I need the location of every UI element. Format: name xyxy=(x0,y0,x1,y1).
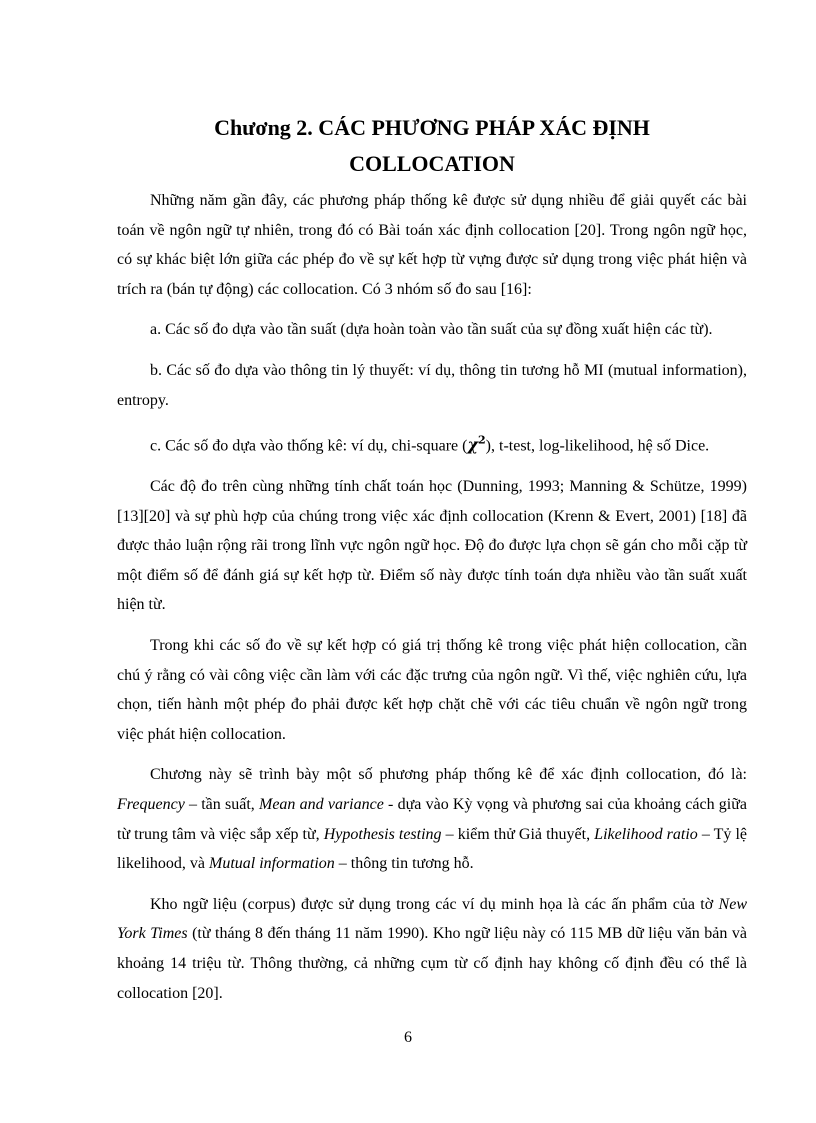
chi-exponent: 2 xyxy=(478,434,486,448)
intro-paragraph: Những năm gần đây, các phương pháp thống kê được sử dụng nhiều để giải quyết các bài toán về ngôn ngữ tự nhiên, trong đó có Bài toán xác định collocation [20]. Trong ngôn ngữ học, có sự khác biệt lớn giữa các phép đo về sự kết hợp từ vựng được sử dụng trong việc phát hiện và trích ra (bán tự động) các collocation. Có 3 nhóm số đo sau [16]: xyxy=(117,192,747,298)
term-mutual-information: Mutual information xyxy=(208,855,335,873)
term-likelihood-ratio: Likelihood ratio xyxy=(594,825,698,843)
chapter-body xyxy=(117,186,747,1008)
chapter-title xyxy=(118,110,746,182)
chapter-title-line-2: COLLOCATION xyxy=(349,151,515,176)
corpus-text-1: Kho ngữ liệu (corpus) được sử dụng trong các ví dụ minh họa là các ấn phẩm của tờ xyxy=(150,895,719,913)
methods-text-5: – Tỷ lệ likelihood, và xyxy=(117,825,748,873)
linguistic-paragraph: Trong khi các số đo về sự kết hợp có giá trị thống kê trong việc phát hiện collocation, cần chú ý rằng có vài công việc cần làm với các đặc trưng của ngôn ngữ. Vì thế, việc nghiên cứu, lựa chọn, tiến hành một phép đo phải được kết hợp chặt chẽ với các tiêu chuẩn về ngôn ngữ trong việc phát hiện collocation. xyxy=(117,637,747,743)
term-frequency: Frequency xyxy=(117,796,185,814)
list-item-c-text-start: c. Các số đo dựa vào thống kê: ví dụ, chi-square ( xyxy=(150,437,468,455)
methods-text-4: – kiểm thử Giả thuyết, xyxy=(441,825,595,843)
methods-paragraph xyxy=(117,760,747,878)
methods-text-3: - dựa vào Kỳ vọng và phương sai của khoảng cách giữa từ trung tâm và việc sắp xếp từ, xyxy=(117,796,748,843)
list-item-a: a. Các số đo dựa vào tần suất (dựa hoàn toàn vào tần suất của sự đồng xuất hiện các từ). xyxy=(150,321,713,339)
list-item-b: b. Các số đo dựa vào thông tin lý thuyết: ví dụ, thông tin tương hỗ MI (mutual information), entropy. xyxy=(117,361,747,409)
methods-text-6: – thông tin tương hỗ. xyxy=(334,855,474,873)
corpus-text-2: (từ tháng 8 đến tháng 11 năm 1990). Kho ngữ liệu này có 115 MB dữ liệu văn bản và khoảng 14 triệu từ. Thông thường, cả những cụm từ cố định hay không cố định đều có thể là collocation [20]. xyxy=(117,925,747,1002)
term-new-york-times: New York Times xyxy=(117,895,747,943)
list-item-c-text-end: ), t-test, log-likelihood, hệ số Dice. xyxy=(485,437,710,455)
methods-text-2: – tần suất, xyxy=(184,796,259,814)
chapter-title-line-1: Chương 2. CÁC PHƯƠNG PHÁP XÁC ĐỊNH xyxy=(214,115,650,140)
chi-letter: χ xyxy=(467,435,479,455)
corpus-paragraph xyxy=(117,890,747,1008)
list-item-c xyxy=(117,426,747,461)
methods-text-1: Chương này sẽ trình bày một số phương pháp thống kê để xác định collocation, đó là: xyxy=(150,766,747,784)
measures-paragraph: Các độ đo trên cùng những tính chất toán học (Dunning, 1993; Manning & Schütze, 1999) [13][20] và sự phù hợp của chúng trong việc xác định collocation (Krenn & Evert, 2001) [18] đã được thảo luận rộng rãi trong lĩnh vực ngôn ngữ học. Độ đo được lựa chọn sẽ gán cho mỗi cặp từ một điểm số để đánh giá sự kết hợp từ. Điểm số này được tính toán dựa nhiều vào tần suất xuất hiện từ. xyxy=(117,478,747,614)
term-mean-variance: Mean and variance xyxy=(259,796,384,814)
chi-square-symbol xyxy=(467,435,485,454)
page-number: 6 xyxy=(404,1029,412,1046)
term-hypothesis-testing: Hypothesis testing xyxy=(323,825,442,843)
